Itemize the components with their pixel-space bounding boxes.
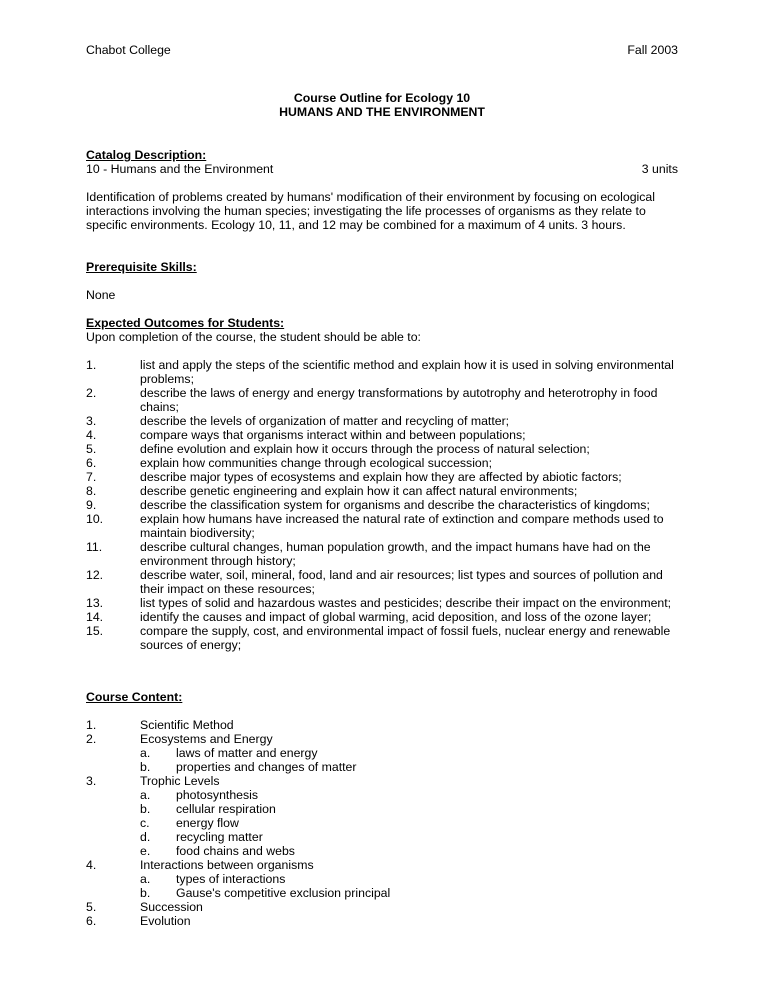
content-subitem-label: laws of matter and energy <box>176 746 318 760</box>
document-title <box>86 91 678 119</box>
outcome-number: 1. <box>86 358 97 372</box>
outcome-number: 13. <box>86 596 104 610</box>
content-subitem <box>140 760 678 774</box>
content-number: 6. <box>86 914 97 928</box>
content-subitem-label: energy flow <box>176 816 239 830</box>
outcome-text: describe the classification system for organisms and describe the characteristics of kingdoms; <box>140 498 650 512</box>
outcome-item <box>86 512 678 540</box>
outcome-text: define evolution and explain how it occurs through the process of natural selection; <box>140 442 590 456</box>
outcome-number: 12. <box>86 568 104 582</box>
content-item <box>86 858 678 900</box>
content-item <box>86 774 678 858</box>
content-subitem-label: photosynthesis <box>176 788 259 802</box>
content-subitem <box>140 788 678 802</box>
page-header <box>86 43 678 59</box>
content-heading: Course Content: <box>86 690 183 704</box>
catalog-course: 10 - Humans and the Environment <box>86 162 274 176</box>
content-subitem-letter: e. <box>140 844 151 858</box>
outcome-item <box>86 456 678 470</box>
content-subitem <box>140 830 678 844</box>
content-number: 3. <box>86 774 97 788</box>
outcome-item <box>86 470 678 484</box>
content-subitem <box>140 844 678 858</box>
outcome-text: compare ways that organisms interact within and between populations; <box>140 428 526 442</box>
header-college: Chabot College <box>86 43 171 57</box>
content-sublist <box>140 788 678 858</box>
outcome-text: describe genetic engineering and explain how it can affect natural environments; <box>140 484 578 498</box>
outcome-number: 9. <box>86 498 97 512</box>
content-subitem-letter: b. <box>140 802 151 816</box>
outcome-item <box>86 358 678 386</box>
outcome-number: 11. <box>86 540 103 554</box>
content-list <box>86 718 678 928</box>
content-item <box>86 718 678 732</box>
outcome-item <box>86 596 678 610</box>
outcomes-heading: Expected Outcomes for Students: <box>86 316 285 330</box>
content-label: Ecosystems and Energy <box>140 732 273 746</box>
outcome-number: 2. <box>86 386 97 400</box>
outcome-item <box>86 484 678 498</box>
content-label: Evolution <box>140 914 191 928</box>
outcome-number: 8. <box>86 484 97 498</box>
content-subitem-label: recycling matter <box>176 830 263 844</box>
outcome-item <box>86 428 678 442</box>
title-line-1: Course Outline for Ecology 10 <box>293 91 471 105</box>
outcome-text: list types of solid and hazardous wastes and pesticides; describe their impact on the environment; <box>140 596 672 610</box>
content-subitem-label: cellular respiration <box>176 802 276 816</box>
outcome-item <box>86 540 678 568</box>
content-subitem-letter: b. <box>140 760 151 774</box>
outcome-text: describe the laws of energy and energy transformations by autotrophy and heterotrophy in food chains; <box>140 386 658 414</box>
content-subitem-label: types of interactions <box>176 872 286 886</box>
outcome-text: describe the levels of organization of matter and recycling of matter; <box>140 414 510 428</box>
outcome-item <box>86 624 678 652</box>
outcome-text: describe major types of ecosystems and explain how they are affected by abiotic factors; <box>140 470 622 484</box>
content-subitem <box>140 816 678 830</box>
content-label: Trophic Levels <box>140 774 220 788</box>
content-number: 5. <box>86 900 97 914</box>
content-item <box>86 900 678 914</box>
content-item <box>86 732 678 774</box>
content-item <box>86 914 678 928</box>
outcome-text: describe water, soil, mineral, food, land and air resources; list types and sources of pollution and their impact on these resources; <box>140 568 663 596</box>
content-subitem-letter: a. <box>140 788 151 802</box>
content-section <box>86 690 678 928</box>
content-number: 4. <box>86 858 97 872</box>
content-number: 1. <box>86 718 97 732</box>
outcome-number: 6. <box>86 456 97 470</box>
prereq-section <box>86 260 678 302</box>
catalog-course-row <box>86 162 678 176</box>
outcome-number: 10. <box>86 512 104 526</box>
content-subitem-letter: a. <box>140 872 151 886</box>
outcome-number: 14. <box>86 610 104 624</box>
content-subitem <box>140 872 678 886</box>
header-term: Fall 2003 <box>627 43 678 57</box>
content-sublist <box>140 746 678 774</box>
outcome-text: explain how humans have increased the natural rate of extinction and compare methods used to maintain biodiversity; <box>140 512 664 540</box>
content-subitem <box>140 746 678 760</box>
content-subitem <box>140 886 678 900</box>
content-subitem-letter: c. <box>140 816 150 830</box>
content-subitem-label: food chains and webs <box>176 844 295 858</box>
outcome-text: identify the causes and impact of global warming, acid deposition, and loss of the ozone layer; <box>140 610 652 624</box>
outcome-item <box>86 568 678 596</box>
outcomes-list <box>86 358 678 652</box>
catalog-section <box>86 148 678 232</box>
outcome-number: 3. <box>86 414 97 428</box>
outcome-item <box>86 386 678 414</box>
outcome-number: 4. <box>86 428 97 442</box>
content-number: 2. <box>86 732 97 746</box>
prereq-text: None <box>86 288 116 302</box>
content-subitem-letter: a. <box>140 746 151 760</box>
content-label: Scientific Method <box>140 718 234 732</box>
title-line-2: HUMANS AND THE ENVIRONMENT <box>279 105 485 119</box>
content-label: Interactions between organisms <box>140 858 314 872</box>
content-label: Succession <box>140 900 203 914</box>
outcome-text: describe cultural changes, human population growth, and the impact humans have had on the environment through history; <box>140 540 651 568</box>
outcome-text: compare the supply, cost, and environmental impact of fossil fuels, nuclear energy and renewable sources of energy; <box>140 624 671 652</box>
outcomes-section <box>86 316 678 652</box>
outcome-number: 5. <box>86 442 97 456</box>
content-subitem-label: properties and changes of matter <box>176 760 357 774</box>
content-sublist <box>140 872 678 900</box>
outcome-text: list and apply the steps of the scientific method and explain how it is used in solving environmental problems; <box>140 358 674 386</box>
outcome-text: explain how communities change through ecological succession; <box>140 456 493 470</box>
outcome-item <box>86 610 678 624</box>
catalog-heading: Catalog Description: <box>86 148 207 162</box>
catalog-units: 3 units <box>641 162 678 176</box>
outcome-item <box>86 498 678 512</box>
catalog-description: Identification of problems created by humans' modification of their environment by focusing on ecological interactions involving the human species; investigating the life processes of organisms as they relate to specific environments. Ecology 10, 11, and 12 may be combined for a maximum of 4 units. 3 hours. <box>86 190 656 232</box>
prereq-heading: Prerequisite Skills: <box>86 260 197 274</box>
content-subitem-label: Gause's competitive exclusion principal <box>176 886 391 900</box>
outcomes-intro: Upon completion of the course, the student should be able to: <box>86 330 421 344</box>
content-subitem-letter: b. <box>140 886 151 900</box>
outcome-item <box>86 414 678 428</box>
outcome-number: 7. <box>86 470 97 484</box>
content-subitem-letter: d. <box>140 830 151 844</box>
outcome-item <box>86 442 678 456</box>
content-subitem <box>140 802 678 816</box>
outcome-number: 15. <box>86 624 104 638</box>
